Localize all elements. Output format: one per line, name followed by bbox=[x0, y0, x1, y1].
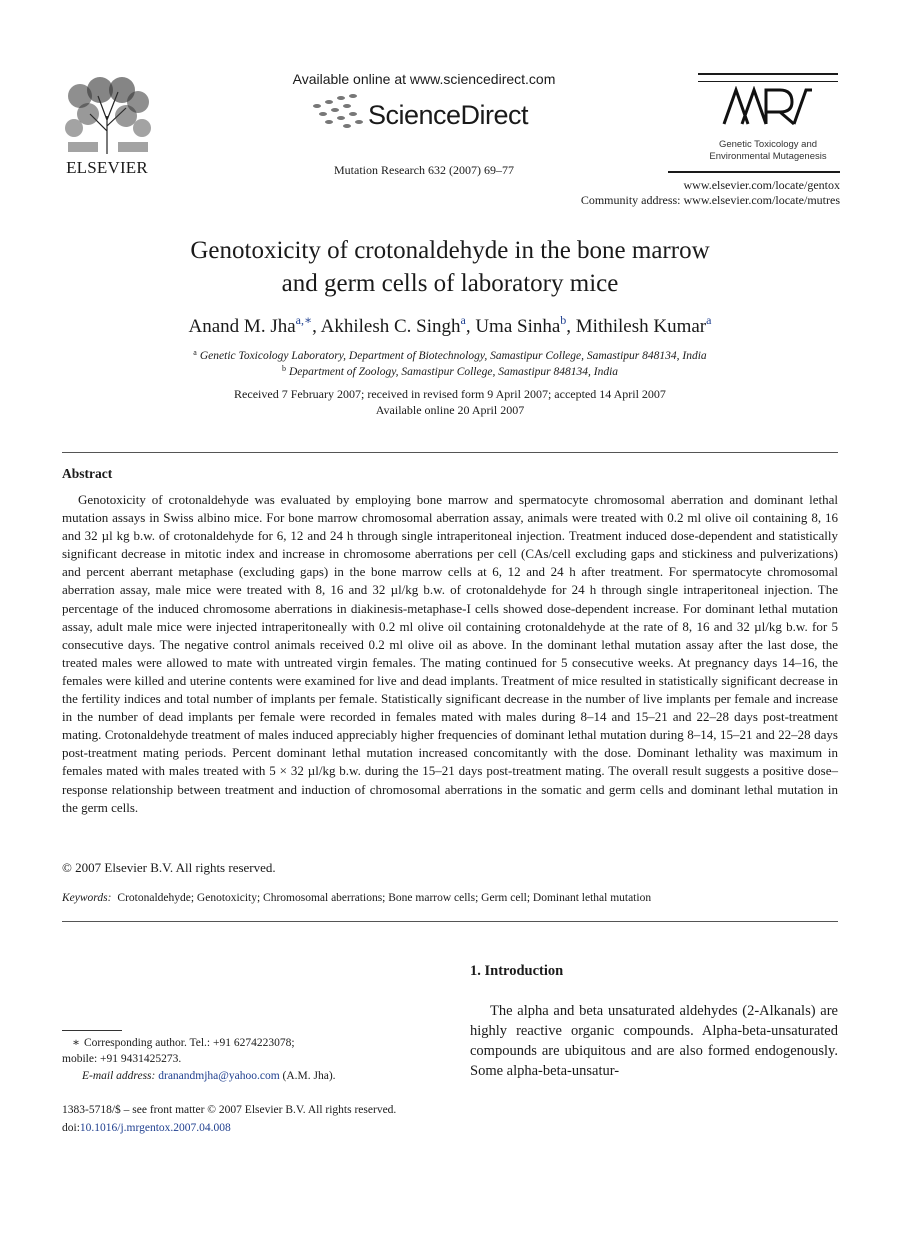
header-rule bbox=[668, 171, 840, 173]
sciencedirect-wordmark: ScienceDirect bbox=[368, 100, 529, 130]
author-name: Uma Sinha bbox=[475, 316, 561, 337]
corresponding-author-text: Corresponding author. Tel.: +91 6274223078; bbox=[84, 1037, 295, 1049]
journal-citation: Mutation Research 632 (2007) 69–77 bbox=[334, 163, 514, 177]
journal-subtitle-line: Environmental Mutagenesis bbox=[709, 151, 827, 162]
author-affil-mark[interactable]: b bbox=[560, 313, 567, 327]
keywords-label: Keywords: bbox=[62, 892, 112, 904]
mutation-research-logo-icon bbox=[722, 86, 814, 128]
author-name: Mithilesh Kumar bbox=[575, 316, 707, 337]
author-list: Anand M. Jha$^{a,∗}$, Akhilesh C. Singh$^a$, Uma Sinha$^b$, Mithilesh Kumar$^a$ bbox=[188, 313, 712, 337]
header-rule bbox=[698, 81, 838, 82]
publisher-name: ELSEVIER bbox=[66, 158, 148, 177]
available-date: Available online 20 April 2007 bbox=[375, 403, 525, 417]
affiliation-mark: b bbox=[281, 364, 286, 373]
affiliation bbox=[60, 348, 840, 362]
keywords-list: Crotonaldehyde; Genotoxicity; Chromosomal aberrations; Bone marrow cells; Germ cell; Dominant lethal mutation bbox=[117, 892, 652, 904]
email-note bbox=[62, 1068, 482, 1084]
author-affil-mark[interactable]: a,∗ bbox=[295, 313, 313, 327]
abstract-body: Genotoxicity of crotonaldehyde was evaluated by employing bone marrow and spermatocyte chromosomal aberration and dominant lethal mutation assays in Swiss albino mice. For bone marrow chromosomal aberration assay, animals were treated with 0.2 ml olive oil containing 8, 16 and 32 µl kg b.w. of crotonaldehyde for 6, 12 and 24 h through single intraperitoneal injection. Treatment induced dose-dependent and statistically significant decrease in mitotic index and increase in chromosome aberrations per cell (CAs/cell excluding gaps and stickiness and pulverizations) and percent aberrant metaphase (excluding gaps) in the bone marrow cells at 6, 12 and 24 h after treatment. For spermatocyte chromosomal aberration assay, male mice were treated with 8, 16 and 32 µl/kg b.w. of crotonaldehyde for 24 h through single intraperitoneal injection. The percentage of the induced chromosome aberrations in diakinesis-metaphase-I cells showed dose-dependent increase. For dominant lethal mutation assay, adult male mice were injected intraperitoneally with 0.2 ml olive oil containing crotonaldehyde at the rate of 8, 16 and 32 µl/kg b.w. for 5 consecutive days. The negative control animals received 0.2 ml olive oil as above. In the dominant lethal mutation assay after the last dose, the treated males were allowed to mate with untreated virgin females. The mating continued for 5 consecutive weeks. At pregnancy days 14–16, the females were killed and uterine contents were examined for live and dead implants. Treatment of mice resulted in statistically significant decrease in the fertility indices and total number of implants per female. Statistically significant decrease in the number of live implants per female and increase in the number of dead implants per female were recorded in females mated with males during 8–14 and 15–21 and 22–28 days post-treatment mating. Crotonaldehyde treatment of males induced appreciably higher frequencies of dominant lethal mutation during 8–14, 15–21 and 22–28 days post-treatment mating periods. Percent dominant lethal mutation increased concomitantly with the dose. Dominant lethality was maximum in females mated with males treated with 5 × 32 µl/kg b.w. during the 15–21 days post-treatment mating. The overall result suggests a positive dose–response relationship between treatment and induction of chromosomal aberrations in the somatic and germ cells and dominant lethal mutation in the germ cells. bbox=[62, 492, 838, 815]
affiliation-text: Department of Zoology, Samastipur College, Samastipur 848134, India bbox=[288, 366, 619, 378]
journal-site-link[interactable]: www.elsevier.com/locate/gentox bbox=[683, 178, 840, 192]
section-divider bbox=[62, 921, 838, 922]
corresponding-author-note bbox=[62, 1035, 462, 1051]
elsevier-logo bbox=[60, 76, 154, 176]
received-dates: Received 7 February 2007; received in revised form 9 April 2007; accepted 14 April 2007 bbox=[234, 387, 666, 401]
journal-subtitle bbox=[690, 139, 846, 163]
title-line: and germ cells of laboratory mice bbox=[281, 270, 619, 297]
email-label: E-mail address: bbox=[82, 1070, 156, 1082]
mobile-number: mobile: +91 9431425273. bbox=[62, 1053, 182, 1065]
affiliation bbox=[60, 364, 840, 378]
doi-link[interactable]: 10.1016/j.mrgentox.2007.04.008 bbox=[79, 1122, 231, 1134]
sciencedirect-dots-icon bbox=[307, 92, 367, 132]
author-affil-mark[interactable]: a bbox=[460, 313, 466, 327]
email-suffix: (A.M. Jha). bbox=[282, 1070, 336, 1082]
section-divider bbox=[62, 452, 838, 453]
affiliation-mark: a bbox=[193, 348, 197, 357]
article-title bbox=[60, 234, 840, 300]
doi-line bbox=[62, 1122, 231, 1134]
front-matter-line: 1383-5718/$ – see front matter © 2007 Elsevier B.V. All rights reserved. bbox=[62, 1104, 397, 1116]
author-affil-mark[interactable]: a bbox=[706, 313, 712, 327]
copyright-notice: © 2007 Elsevier B.V. All rights reserved. bbox=[62, 860, 276, 875]
available-online-link[interactable]: Available online at www.sciencedirect.com bbox=[292, 71, 556, 87]
journal-subtitle-line: Genetic Toxicology and bbox=[718, 139, 818, 150]
doi-label: doi: bbox=[62, 1122, 80, 1134]
affiliation-text: Genetic Toxicology Laboratory, Department of Biotechnology, Samastipur College, Samastipur 848134, India bbox=[199, 350, 707, 362]
introduction-body: The alpha and beta unsaturated aldehydes (2-Alkanals) are highly reactive organic compounds. Alpha-beta-unsaturated compounds are ubiquitous and are also formed endogenously. Some alpha-beta-unsatur- bbox=[470, 1003, 838, 1079]
author-name: Anand M. Jha bbox=[188, 316, 296, 337]
footnote-mark: ∗ bbox=[72, 1037, 80, 1049]
keywords bbox=[62, 892, 838, 904]
email-link[interactable]: dranandmjha@yahoo.com bbox=[158, 1070, 280, 1082]
abstract-heading: Abstract bbox=[62, 466, 113, 481]
elsevier-tree-icon bbox=[60, 76, 154, 156]
title-line: Genotoxicity of crotonaldehyde in the bone marrow bbox=[190, 237, 710, 264]
header-rule bbox=[698, 73, 838, 75]
author-name: Akhilesh C. Singh bbox=[320, 316, 461, 337]
introduction-heading: 1. Introduction bbox=[470, 963, 564, 979]
community-address-link[interactable]: Community address: www.elsevier.com/locate/mutres bbox=[580, 193, 840, 207]
footnote-rule bbox=[62, 1030, 122, 1031]
